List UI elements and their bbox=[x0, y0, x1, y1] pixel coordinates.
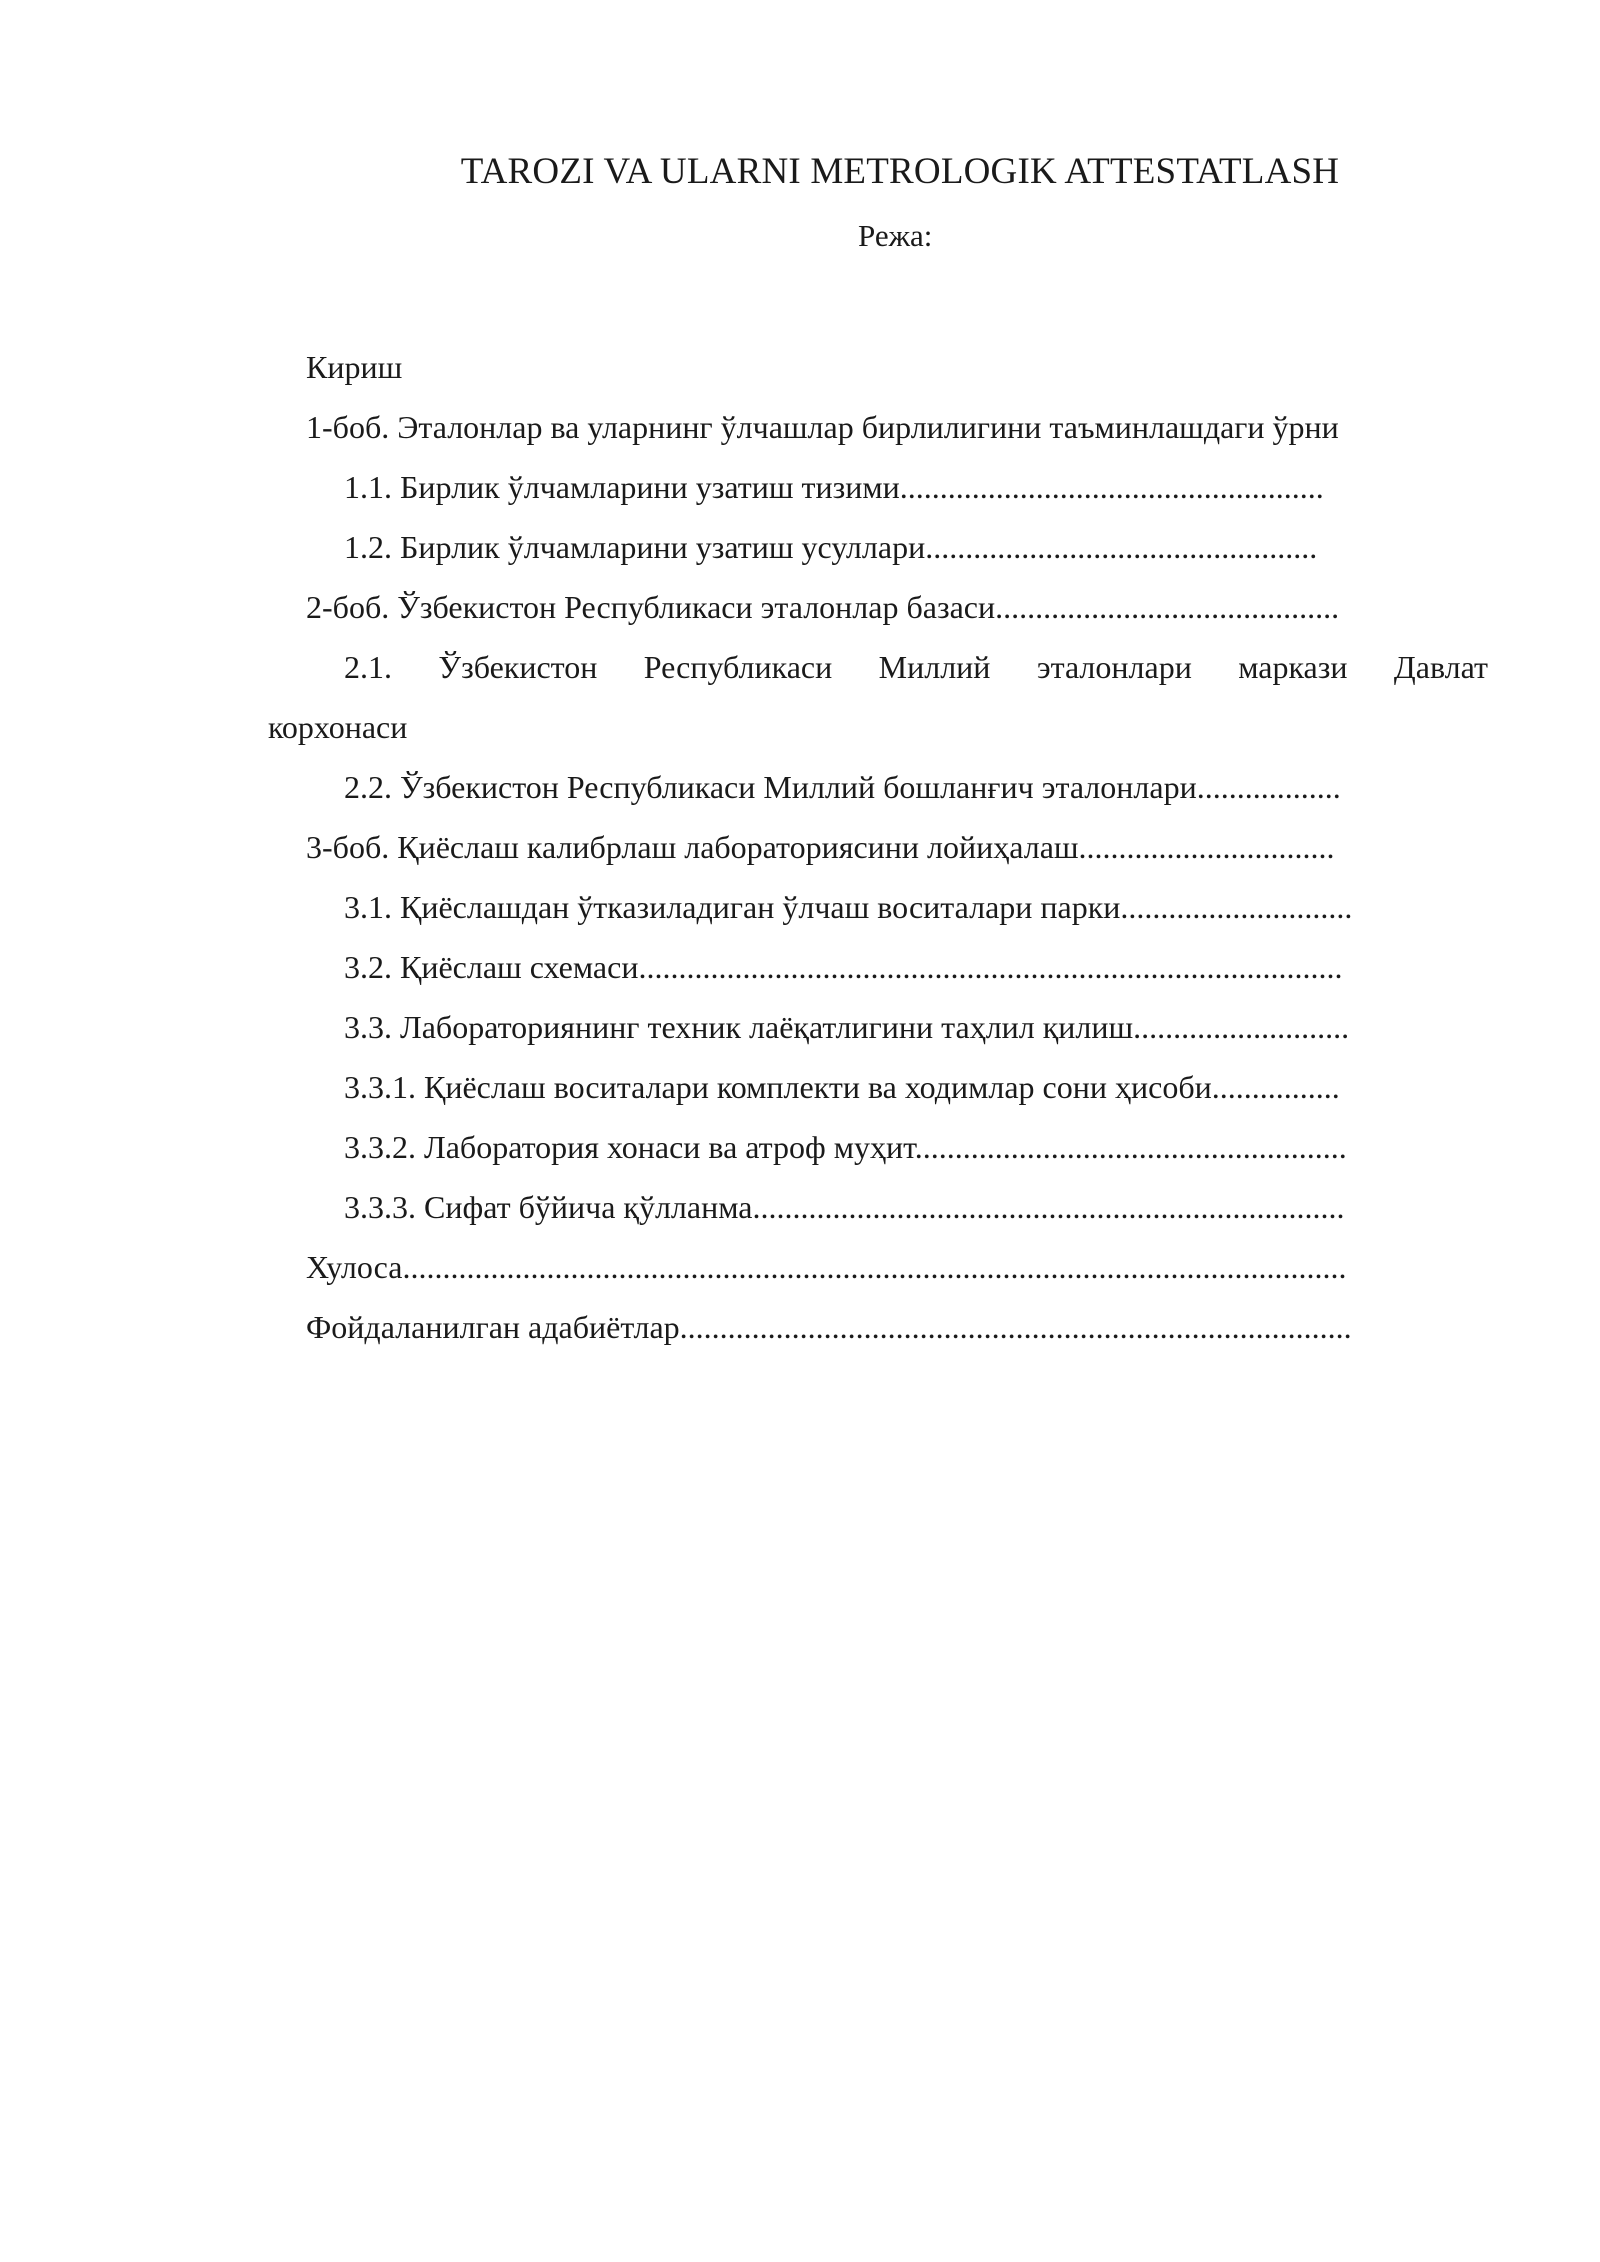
toc-section-3-3-2: 3.3.2. Лаборатория хонаси ва атроф муҳит...................................................... bbox=[344, 1129, 1347, 1165]
toc-chapter-3: 3-боб. Қиёслаш калибрлаш лабораториясини лойиҳалаш................................ bbox=[306, 829, 1335, 865]
toc-section-3-3-1: 3.3.1. Қиёслаш воситалари комплекти ва ходимлар сони ҳисоби................ bbox=[344, 1069, 1340, 1105]
toc-word: Ўзбекистон bbox=[438, 649, 598, 685]
plan-heading: Режа: bbox=[858, 218, 933, 253]
toc-word: Миллий bbox=[878, 649, 991, 685]
document-title: TAROZI VA ULARNI METROLOGIK ATTESTATLASH bbox=[460, 151, 1340, 192]
toc-word: Республикаси bbox=[643, 649, 833, 685]
toc-section-2-1 bbox=[268, 637, 1488, 697]
toc-word: Давлат bbox=[1393, 649, 1488, 685]
toc-word: маркази bbox=[1238, 649, 1348, 685]
toc-section-2-1-continued: корхонаси bbox=[268, 709, 408, 745]
toc-section-2-2: 2.2. Ўзбекистон Республикаси Миллий бошланғич эталонлари.................. bbox=[344, 769, 1341, 805]
toc-section-3-1: 3.1. Қиёслашдан ўтказиладиган ўлчаш воситалари парки............................. bbox=[344, 889, 1353, 925]
toc-section-3-3: 3.3. Лабораториянинг техник лаёқатлигини таҳлил қилиш........................... bbox=[344, 1009, 1350, 1045]
toc-intro: Кириш bbox=[306, 349, 403, 385]
toc-section-3-3-3: 3.3.3. Сифат бўйича қўлланма.......................................................................... bbox=[344, 1189, 1345, 1225]
toc-word: эталонлари bbox=[1036, 649, 1192, 685]
toc-references: Фойдаланилган адабиётлар.................................................................................... bbox=[306, 1309, 1352, 1345]
toc-word: 2.1. bbox=[344, 649, 392, 685]
table-of-contents bbox=[268, 337, 1488, 1357]
toc-chapter-1: 1-боб. Эталонлар ва уларнинг ўлчашлар бирлилигини таъминлашдаги ўрни bbox=[306, 409, 1339, 445]
toc-chapter-2: 2-боб. Ўзбекистон Республикаси эталонлар базаси........................................... bbox=[306, 589, 1340, 625]
toc-conclusion: Хулоса...................................................................................................................... bbox=[306, 1249, 1347, 1285]
toc-section-3-2: 3.2. Қиёслаш схемаси........................................................................................ bbox=[344, 949, 1343, 985]
toc-section-1-2: 1.2. Бирлик ўлчамларини узатиш усуллари................................................. bbox=[344, 529, 1318, 565]
toc-section-1-1: 1.1. Бирлик ўлчамларини узатиш тизими..................................................... bbox=[344, 469, 1324, 505]
